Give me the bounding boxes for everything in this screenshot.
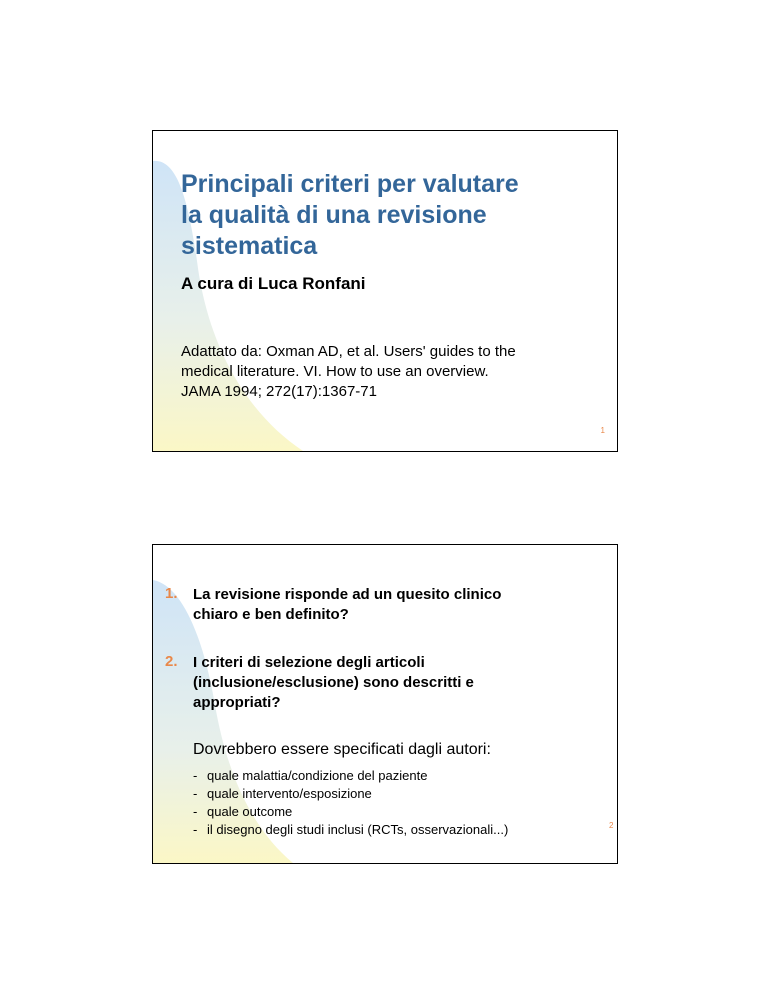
slide-1 <box>152 130 618 452</box>
item-number: 1. <box>165 585 178 602</box>
item-text: La revisione risponde ad un quesito clinico chiaro e ben definito? <box>193 586 502 623</box>
item-text: I criteri di selezione degli articoli (inclusione/esclusione) sono descritti e appropriati? <box>193 654 474 711</box>
source-citation: Adattato da: Oxman AD, et al. Users' guides to the medical literature. VI. How to use an overview. JAMA 1994; 272(17):1367-71 <box>181 343 516 400</box>
list-item: - quale outcome <box>193 804 293 819</box>
spec-list <box>193 767 508 839</box>
item-number: 2. <box>165 653 178 670</box>
slide-2 <box>152 544 618 864</box>
list-item: - quale intervento/esposizione <box>193 786 372 801</box>
list-item: - il disegno degli studi inclusi (RCTs, osservazionali...) <box>193 822 509 837</box>
slide-number: 2 <box>609 821 614 830</box>
list-item: - quale malattia/condizione del paziente <box>193 768 428 783</box>
author-line: A cura di Luca Ronfani <box>181 274 366 293</box>
slide-number: 1 <box>600 426 605 435</box>
spec-intro: Dovrebbero essere specificati dagli autori: <box>193 741 491 758</box>
slide-title: Principali criteri per valutare la qualità di una revisione sistematica <box>181 170 519 260</box>
